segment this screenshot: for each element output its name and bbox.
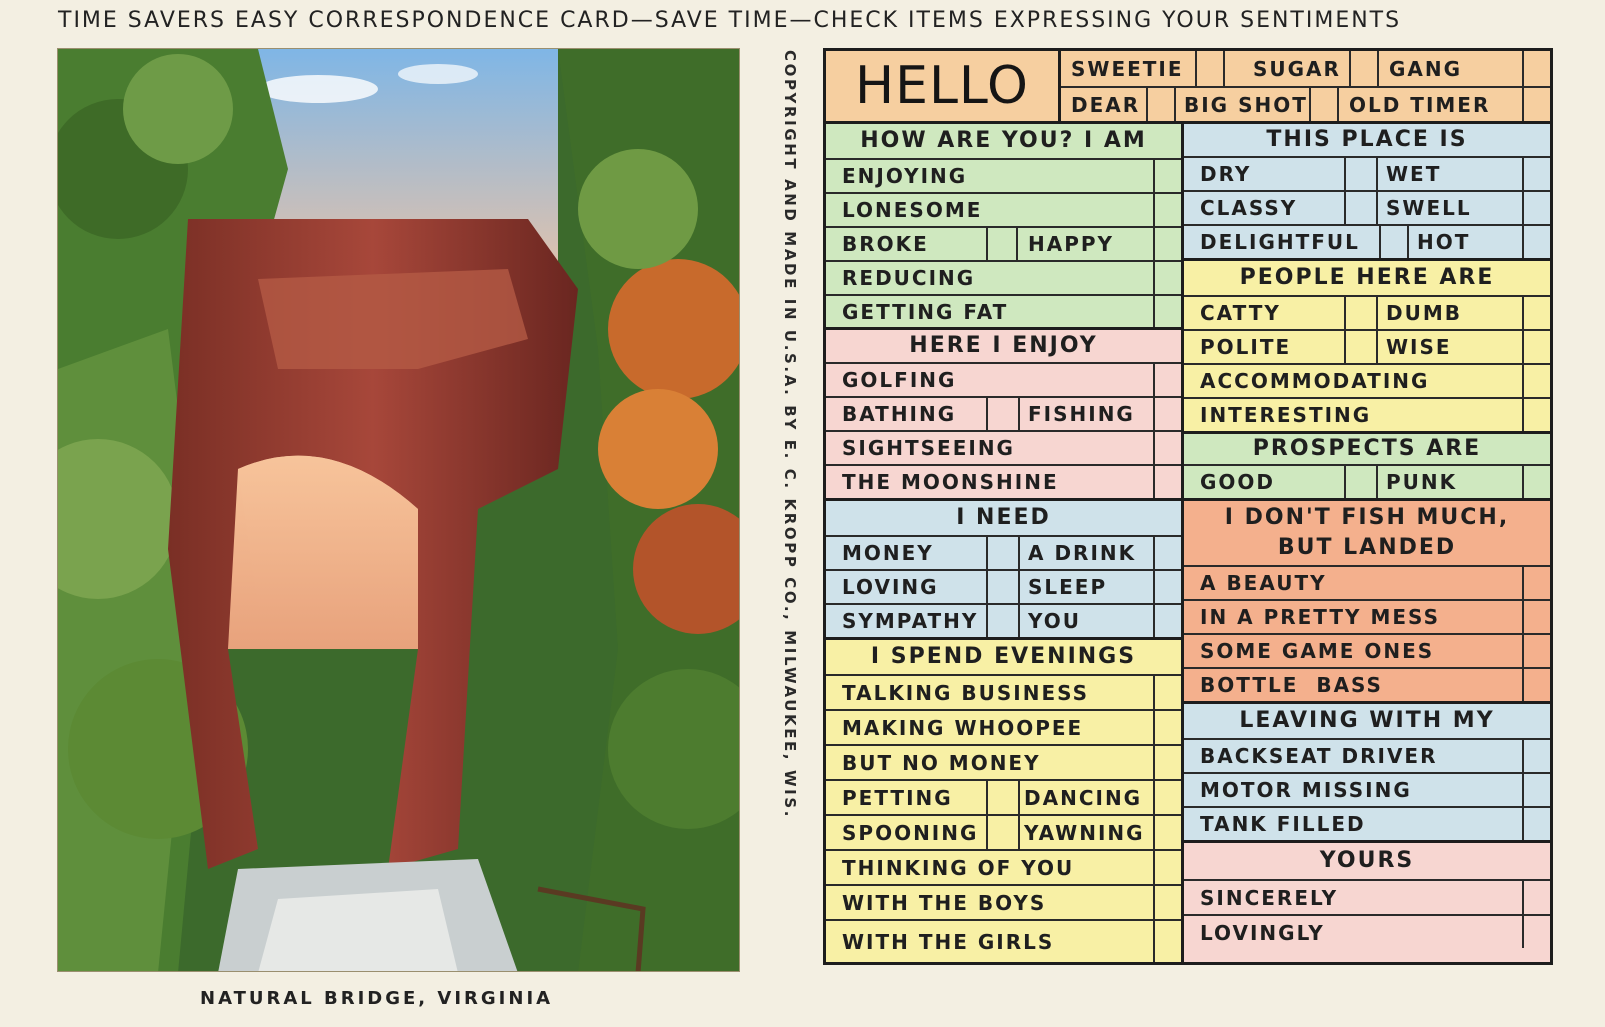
option-game-ones: SOME GAME ONES xyxy=(1200,639,1435,663)
row-lovingly xyxy=(1184,914,1550,962)
option-lonesome: LONESOME xyxy=(842,198,983,222)
option-old-timer: OLD TIMER xyxy=(1337,88,1519,121)
row-loving-sleep xyxy=(826,569,1181,603)
option-enjoying: ENJOYING xyxy=(842,164,968,188)
row-talking-business xyxy=(826,674,1181,709)
checkbox-with-the-girls[interactable] xyxy=(1153,921,1181,962)
checkbox-hot[interactable] xyxy=(1522,226,1550,258)
option-with-the-girls: WITH THE GIRLS xyxy=(842,929,1055,954)
option-money: MONEY xyxy=(842,541,934,565)
option-sweetie: SWEETIE xyxy=(1071,56,1184,81)
fish-block xyxy=(1184,501,1550,701)
checkbox-game-ones[interactable] xyxy=(1522,635,1550,667)
checkbox-happy[interactable] xyxy=(1153,228,1181,260)
option-sleep: SLEEP xyxy=(1018,571,1153,603)
checkbox-petting[interactable] xyxy=(986,781,1018,814)
option-accommodating: ACCOMMODATING xyxy=(1200,369,1430,393)
row-thinking-of-you xyxy=(826,849,1181,884)
row-polite-wise xyxy=(1184,329,1550,363)
checkbox-sugar[interactable] xyxy=(1349,51,1377,86)
checkbox-polite[interactable] xyxy=(1344,331,1376,363)
option-wet: WET xyxy=(1376,158,1512,190)
checkbox-motor-missing[interactable] xyxy=(1522,774,1550,806)
option-catty: CATTY xyxy=(1200,301,1281,325)
checkbox-old-timer[interactable] xyxy=(1522,88,1550,121)
people-here-title: PEOPLE HERE ARE xyxy=(1239,265,1495,291)
option-gang: GANG xyxy=(1377,51,1519,86)
yours-title: YOURS xyxy=(1319,848,1415,874)
option-sincerely: SINCERELY xyxy=(1200,885,1339,910)
hello-title: HELLO xyxy=(826,51,1061,121)
checkbox-pretty-mess[interactable] xyxy=(1522,601,1550,633)
row-sincerely xyxy=(1184,879,1550,914)
checkbox-making-whoopee[interactable] xyxy=(1153,711,1181,744)
row-dry-wet xyxy=(1184,156,1550,190)
row-no-money xyxy=(826,744,1181,779)
checkbox-talking-business[interactable] xyxy=(1153,676,1181,709)
checkbox-dumb[interactable] xyxy=(1522,297,1550,329)
option-lovingly: LOVINGLY xyxy=(1200,921,1325,945)
option-fishing: FISHING xyxy=(1018,398,1153,430)
option-happy: HAPPY xyxy=(1016,228,1153,260)
option-good: GOOD xyxy=(1200,470,1276,494)
row-bathing-fishing xyxy=(826,396,1181,430)
evenings-title: I SPEND EVENINGS xyxy=(870,644,1137,670)
hello-row-2 xyxy=(1061,86,1550,121)
this-place-block xyxy=(1184,124,1550,258)
hello-block xyxy=(826,51,1550,121)
option-punk: PUNK xyxy=(1376,466,1512,498)
checkbox-sleep[interactable] xyxy=(1153,571,1181,603)
option-hot: HOT xyxy=(1407,226,1522,258)
option-you: YOU xyxy=(1018,605,1153,637)
row-backseat-driver xyxy=(1184,738,1550,772)
row-with-the-girls xyxy=(826,919,1181,962)
option-thinking-of-you: THINKING OF YOU xyxy=(842,855,1075,880)
row-getting-fat xyxy=(826,294,1181,327)
option-dear: DEAR xyxy=(1071,92,1141,117)
checkbox-lonesome[interactable] xyxy=(1153,194,1181,226)
checkbox-accommodating[interactable] xyxy=(1522,365,1550,397)
i-need-title: I NEED xyxy=(956,505,1051,531)
prospects-title: PROSPECTS ARE xyxy=(1252,436,1482,462)
checkbox-money[interactable] xyxy=(986,537,1018,569)
row-game-ones xyxy=(1184,633,1550,667)
option-the-moonshine: THE MOONSHINE xyxy=(842,470,1059,494)
checkbox-a-drink[interactable] xyxy=(1153,537,1181,569)
checkbox-thinking-of-you[interactable] xyxy=(1153,851,1181,884)
option-big-shot: BIG SHOT xyxy=(1174,88,1309,121)
checkbox-delightful[interactable] xyxy=(1379,226,1407,258)
option-swell: SWELL xyxy=(1376,192,1512,224)
option-motor-missing: MOTOR MISSING xyxy=(1200,778,1412,802)
checkbox-sincerely[interactable] xyxy=(1522,881,1550,914)
checkbox-tank-filled[interactable] xyxy=(1522,808,1550,840)
option-petting: PETTING xyxy=(842,785,953,810)
leaving-title: LEAVING WITH MY xyxy=(1239,708,1495,734)
row-classy-swell xyxy=(1184,190,1550,224)
row-reducing xyxy=(826,260,1181,294)
row-pretty-mess xyxy=(1184,599,1550,633)
yours-block xyxy=(1184,843,1550,962)
checkbox-sympathy[interactable] xyxy=(986,605,1018,637)
option-pretty-mess: IN A PRETTY MESS xyxy=(1200,605,1440,629)
checkbox-with-the-boys[interactable] xyxy=(1153,886,1181,919)
leaving-block xyxy=(1184,704,1550,840)
checkbox-catty[interactable] xyxy=(1344,297,1376,329)
checkbox-dry[interactable] xyxy=(1344,158,1376,190)
row-good-punk xyxy=(1184,464,1550,498)
option-sightseeing: SIGHTSEEING xyxy=(842,436,1015,460)
this-place-title: THIS PLACE IS xyxy=(1266,127,1468,153)
row-broke-happy xyxy=(826,226,1181,260)
checkbox-backseat-driver[interactable] xyxy=(1522,740,1550,772)
row-tank-filled xyxy=(1184,806,1550,840)
option-classy: CLASSY xyxy=(1200,196,1298,220)
checkbox-bathing[interactable] xyxy=(986,398,1018,430)
checkbox-wet[interactable] xyxy=(1522,158,1550,190)
option-with-the-boys: WITH THE BOYS xyxy=(842,890,1047,915)
option-talking-business: TALKING BUSINESS xyxy=(842,680,1090,705)
i-need-block xyxy=(826,501,1181,637)
option-dry: DRY xyxy=(1200,162,1252,186)
checklist-panel xyxy=(823,48,1553,965)
checkbox-fishing[interactable] xyxy=(1153,398,1181,430)
row-bottle-bass xyxy=(1184,667,1550,701)
row-with-the-boys xyxy=(826,884,1181,919)
people-here-block xyxy=(1184,261,1550,431)
option-no-money: BUT NO MONEY xyxy=(842,750,1041,775)
option-making-whoopee: MAKING WHOOPEE xyxy=(842,715,1084,740)
option-polite: POLITE xyxy=(1200,335,1292,359)
row-sightseeing xyxy=(826,430,1181,464)
row-lonesome xyxy=(826,192,1181,226)
option-spooning: SPOONING xyxy=(842,820,979,845)
option-getting-fat: GETTING FAT xyxy=(842,299,1009,324)
row-money-drink xyxy=(826,535,1181,569)
checkbox-loving[interactable] xyxy=(986,571,1018,603)
option-sugar: SUGAR xyxy=(1223,51,1349,86)
natural-bridge-photo xyxy=(57,48,740,972)
prospects-block xyxy=(1184,434,1550,498)
checkbox-swell[interactable] xyxy=(1522,192,1550,224)
row-motor-missing xyxy=(1184,772,1550,806)
checkbox-reducing[interactable] xyxy=(1153,262,1181,294)
option-golfing: GOLFING xyxy=(842,368,957,392)
row-accommodating xyxy=(1184,363,1550,397)
option-delightful: DELIGHTFUL xyxy=(1200,230,1360,254)
checkbox-the-moonshine[interactable] xyxy=(1153,466,1181,498)
option-broke: BROKE xyxy=(842,232,929,256)
checkbox-lovingly[interactable] xyxy=(1522,916,1550,948)
row-making-whoopee xyxy=(826,709,1181,744)
photo-caption: NATURAL BRIDGE, VIRGINIA xyxy=(200,988,554,1009)
option-a-drink: A DRINK xyxy=(1018,537,1153,569)
how-are-you-block xyxy=(826,124,1181,327)
option-yawning: YAWNING xyxy=(1018,816,1153,849)
here-i-enjoy-block xyxy=(826,330,1181,498)
checkbox-golfing[interactable] xyxy=(1153,364,1181,396)
checkbox-wise[interactable] xyxy=(1522,331,1550,363)
checkbox-bottle-bass[interactable] xyxy=(1522,669,1550,701)
row-a-beauty xyxy=(1184,565,1550,599)
checkbox-getting-fat[interactable] xyxy=(1153,296,1181,327)
option-loving: LOVING xyxy=(842,575,939,599)
option-reducing: REDUCING xyxy=(842,266,976,290)
option-dumb: DUMB xyxy=(1376,297,1512,329)
checkbox-punk[interactable] xyxy=(1522,466,1550,498)
row-spooning-yawning xyxy=(826,814,1181,849)
row-interesting xyxy=(1184,397,1550,431)
checkbox-no-money[interactable] xyxy=(1153,746,1181,779)
row-petting-dancing xyxy=(826,779,1181,814)
checkbox-a-beauty[interactable] xyxy=(1522,567,1550,599)
hello-row-1 xyxy=(1061,51,1550,86)
checkbox-dancing[interactable] xyxy=(1153,781,1181,814)
option-interesting: INTERESTING xyxy=(1200,403,1372,427)
checkbox-classy[interactable] xyxy=(1344,192,1376,224)
option-dancing: DANCING xyxy=(1018,781,1153,814)
checkbox-gang[interactable] xyxy=(1522,51,1550,86)
checkbox-enjoying[interactable] xyxy=(1153,160,1181,192)
checkbox-broke[interactable] xyxy=(986,228,1016,260)
option-bathing: BATHING xyxy=(842,402,957,426)
option-a-beauty: A BEAUTY xyxy=(1200,571,1327,595)
row-sympathy-you xyxy=(826,603,1181,637)
checkbox-you[interactable] xyxy=(1153,605,1181,637)
evenings-block xyxy=(826,640,1181,962)
checkbox-good[interactable] xyxy=(1344,466,1376,498)
option-wise: WISE xyxy=(1376,331,1512,363)
checkbox-sightseeing[interactable] xyxy=(1153,432,1181,464)
option-backseat-driver: BACKSEAT DRIVER xyxy=(1200,744,1438,768)
option-sympathy: SYMPATHY xyxy=(842,609,979,633)
copyright-text: COPYRIGHT AND MADE IN U.S.A. BY E. C. KROPP CO., MILWAUKEE, WIS. xyxy=(781,50,799,820)
row-catty-dumb xyxy=(1184,295,1550,329)
card-header: TIME SAVERS EASY CORRESPONDENCE CARD—SAVE TIME—CHECK ITEMS EXPRESSING YOUR SENTIMENTS xyxy=(58,8,1402,33)
checkbox-dear[interactable] xyxy=(1146,88,1174,121)
fish-title: I DON'T FISH MUCH, BUT LANDED xyxy=(1224,505,1510,560)
checkbox-sweetie[interactable] xyxy=(1195,51,1223,86)
checkbox-interesting[interactable] xyxy=(1522,399,1550,431)
checkbox-spooning[interactable] xyxy=(986,816,1018,849)
checkbox-big-shot[interactable] xyxy=(1309,88,1337,121)
option-tank-filled: TANK FILLED xyxy=(1200,812,1366,836)
option-bottle-bass: BOTTLE BASS xyxy=(1200,673,1383,697)
here-i-enjoy-title: HERE I ENJOY xyxy=(909,333,1098,359)
row-the-moonshine xyxy=(826,464,1181,498)
row-golfing xyxy=(826,362,1181,396)
how-are-you-title: HOW ARE YOU? I AM xyxy=(860,128,1147,154)
row-delightful-hot xyxy=(1184,224,1550,258)
row-enjoying xyxy=(826,158,1181,192)
checkbox-yawning[interactable] xyxy=(1153,816,1181,849)
